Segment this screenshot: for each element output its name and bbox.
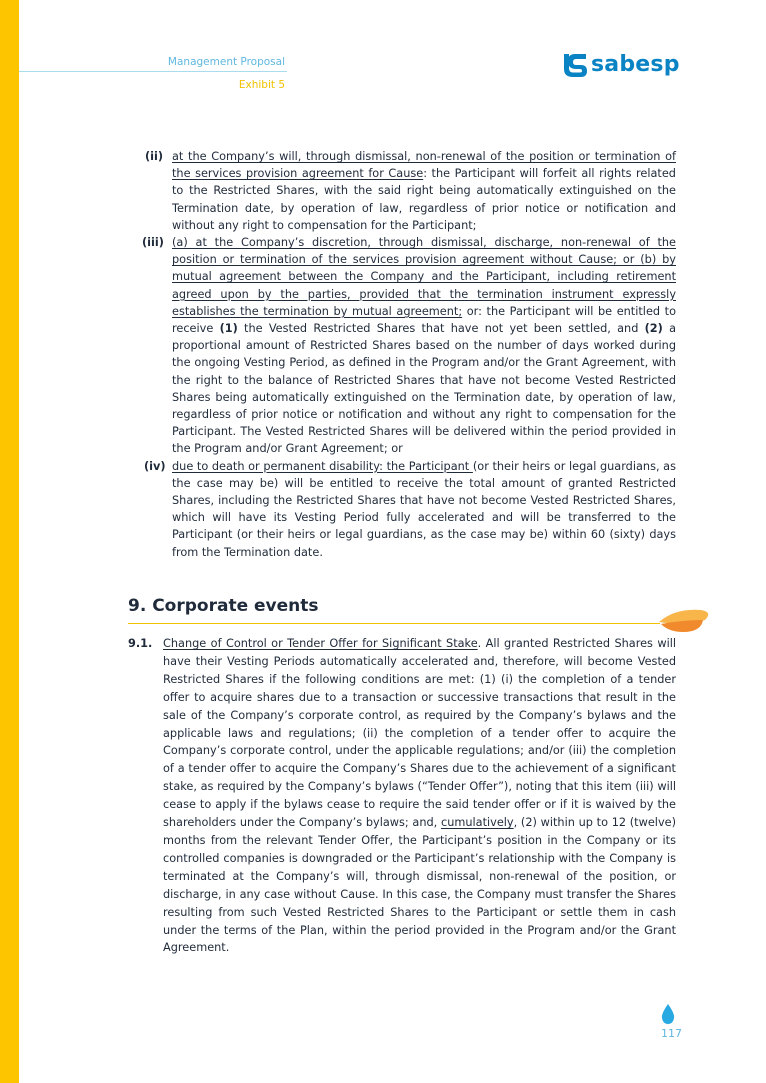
clause-underlined-word: cumulatively bbox=[440, 816, 514, 830]
clause-text: . All granted Restricted Shares will have their Vesting Periods automatically accelerated and, therefore, will become Vested Restricted Shares if the following conditions are met: (1) (i) the completion of a tender offer to acquire shares due to a transaction or successive transactions that result in the sale of the Company’s corporate control, as required by the Company’s bylaws and the applicable laws and regulations; (ii) the completion of a tender offer to acquire the Company’s corporate control, under the applicable regulations; and/or (iii) the completion of a tender offer to acquire the Company’s Shares due to the achievement of a significant stake, as required by the Company’s bylaws (“Tender Offer”), noting that this item (iii) will cease to apply if the bylaws cease to require the said tender offer or if it is waived by the shareholders under the Company’s bylaws; and, bbox=[163, 637, 676, 830]
list-item-ii bbox=[131, 148, 676, 234]
item-text: or: the Participant will be entitled to receive bbox=[172, 304, 676, 336]
item-text: : the Participant will forfeit all rights related to the Restricted Shares, with the said right being automatically extinguished on the Termination date, by operation of law, regardless of prior notice or notification and without any right to compensation for the Participant; bbox=[172, 167, 676, 232]
item-bold-marker: (2) bbox=[644, 322, 663, 336]
item-text: (or their heirs or legal guardians, as the case may be) will be entitled to receive the total amount of granted Restricted Shares, including the Restricted Shares that have not become Vested Restricted Shares, which will have its Vesting Period fully accelerated and will be transferred to the Participant (or their heirs or legal guardians, as the case may be) within 60 (sixty) days from the Termination date. bbox=[172, 459, 676, 559]
clause-text: , (2) within up to 12 (twelve) months from the relevant Tender Offer, the Participant’s position in the Company or its controlled companies is downgraded or the Participant’s relationship with the Company is terminated at the Company’s will, through dismissal, non-renewal of the position, or discharge, in any case without Cause. In this case, the Company must transfer the Shares resulting from such Vested Restricted Shares to the Participant or settle them in cash under the terms of the Plan, within the period provided in the Program and/or the Grant Agreement. bbox=[163, 816, 676, 955]
item-underlined-text: due to death or permanent disability: the Participant bbox=[172, 459, 473, 473]
section-rule bbox=[128, 623, 660, 624]
list-item-iv bbox=[131, 458, 676, 561]
sabesp-logo-icon bbox=[561, 51, 589, 79]
water-drop-icon bbox=[660, 1003, 676, 1025]
decorative-leaf-icon bbox=[657, 606, 711, 636]
item-text: a proportional amount of Restricted Shares based on the number of days worked during the ongoing Vesting Period, as defined in the Program and/or the Grant Agreement, with the right to the balance of Restricted Shares that have not become Vested Restricted Shares being automatically extinguished on the Termination date, by operation of law, regardless of prior notice or notification and without any right to compensation for the Participant. The Vested Restricted Shares will be delivered within the period provided in the Program and/or Grant Agreement; or bbox=[172, 322, 677, 456]
clause-underlined-title: Change of Control or Tender Offer for Significant Stake bbox=[163, 637, 478, 650]
sabesp-logo-text: sabesp bbox=[591, 52, 680, 77]
clause-number: 9.1. bbox=[128, 637, 153, 650]
item-underlined-text: (a) at the Company’s discretion, through dismissal, discharge, non-renewal of the position or termination of the services provision agreement without Cause; or (b) by mutual agreement between the Company and the Participant, including retirement agreed upon by the parties, provided that the termination instrument expressly establishes the termination by mutual agreement; bbox=[172, 236, 676, 318]
exhibit-label: Exhibit 5 bbox=[238, 79, 285, 91]
item-underlined-text: at the Company’s will, through dismissal, non-renewal of the position or termination of the services provision agreement for Cause bbox=[172, 150, 676, 181]
section-9-1 bbox=[128, 635, 676, 957]
header-rule bbox=[19, 71, 287, 72]
termination-items-list bbox=[131, 148, 676, 561]
list-item-iii bbox=[131, 234, 676, 458]
section-title: 9. Corporate events bbox=[128, 596, 319, 616]
item-bold-marker: (1) bbox=[219, 322, 238, 336]
document-title: Management Proposal bbox=[167, 56, 285, 68]
item-number: (iv) bbox=[144, 459, 166, 473]
item-number: (iii) bbox=[142, 236, 164, 250]
item-number: (ii) bbox=[145, 150, 164, 163]
sabesp-logo bbox=[561, 51, 681, 83]
yellow-side-bar bbox=[0, 0, 19, 1083]
clause-body bbox=[128, 635, 676, 957]
page-number: 117 bbox=[661, 1027, 682, 1040]
item-text: the Vested Restricted Shares that have not yet been settled, and bbox=[237, 322, 645, 336]
